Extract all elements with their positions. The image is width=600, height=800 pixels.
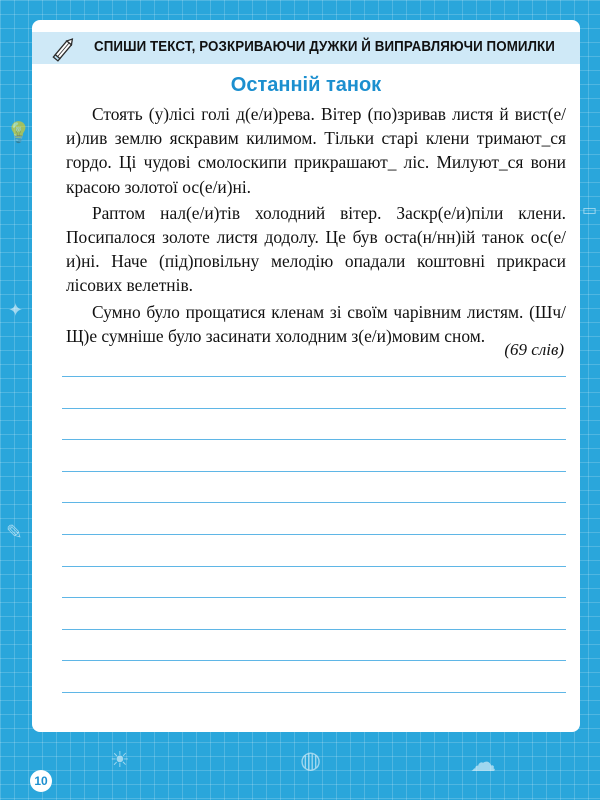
instruction-text: СПИШИ ТЕКСТ, РОЗКРИВАЮЧИ ДУЖКИ Й ВИПРАВЛЯЮЧИ ПОМИЛКИ xyxy=(94,39,555,55)
doodle-ruler-icon: ▭ xyxy=(582,200,598,219)
doodle-star-icon: ✦ xyxy=(8,300,24,321)
text-title: Останній танок xyxy=(230,74,382,96)
doodle-cloud-icon: ☁ xyxy=(470,748,496,778)
paragraph: Сумно було прощатися кленам зі своїм чарівним листям. (Шч/Щ)е сумніше було засинати холодним з(е/и)мовим сном. xyxy=(66,301,566,346)
instruction-banner xyxy=(32,32,580,64)
exercise-text xyxy=(66,102,566,350)
paragraph: Стоять (у)лісі голі д(е/и)рева. Вітер (по)зривав листя й вист(е/и)лив землю яскравим килимом. Тільки старі клени тримают_ся гордо. Ці чудові смолоскипи прикрашают_ ліс. Милуют_ся вони красою золотої ос(е/и)ні. xyxy=(66,104,566,197)
doodle-globe-icon: ◍ xyxy=(300,746,321,774)
paragraph: Раптом нал(е/и)тів холодний вітер. Заскр(е/и)піли клени. Посипалося золоте листя додолу. Це був оста(н/нн)ій танок ос(е/и)ні. Наче (під)повільну мелодію опадали коштовні прикраси лісових велетнів. xyxy=(66,202,566,296)
writing-line[interactable] xyxy=(62,376,566,377)
writing-line[interactable] xyxy=(62,692,566,693)
writing-line[interactable] xyxy=(62,408,566,409)
writing-line[interactable] xyxy=(62,534,566,535)
worksheet-card xyxy=(32,20,580,732)
writing-line[interactable] xyxy=(62,597,566,598)
doodle-lightbulb-icon: 💡 xyxy=(6,120,31,144)
writing-line[interactable] xyxy=(62,566,566,567)
writing-line[interactable] xyxy=(62,502,566,503)
writing-line[interactable] xyxy=(62,660,566,661)
doodle-sun-icon: ☀ xyxy=(110,748,130,773)
word-count: (69 слів) xyxy=(504,340,564,359)
writing-line[interactable] xyxy=(62,629,566,630)
pencil-icon xyxy=(50,36,78,62)
writing-line[interactable] xyxy=(62,471,566,472)
writing-line[interactable] xyxy=(62,439,566,440)
doodle-pencil-icon: ✎ xyxy=(6,520,23,544)
writing-lines[interactable] xyxy=(62,376,566,724)
page-number: 10 xyxy=(30,770,52,792)
